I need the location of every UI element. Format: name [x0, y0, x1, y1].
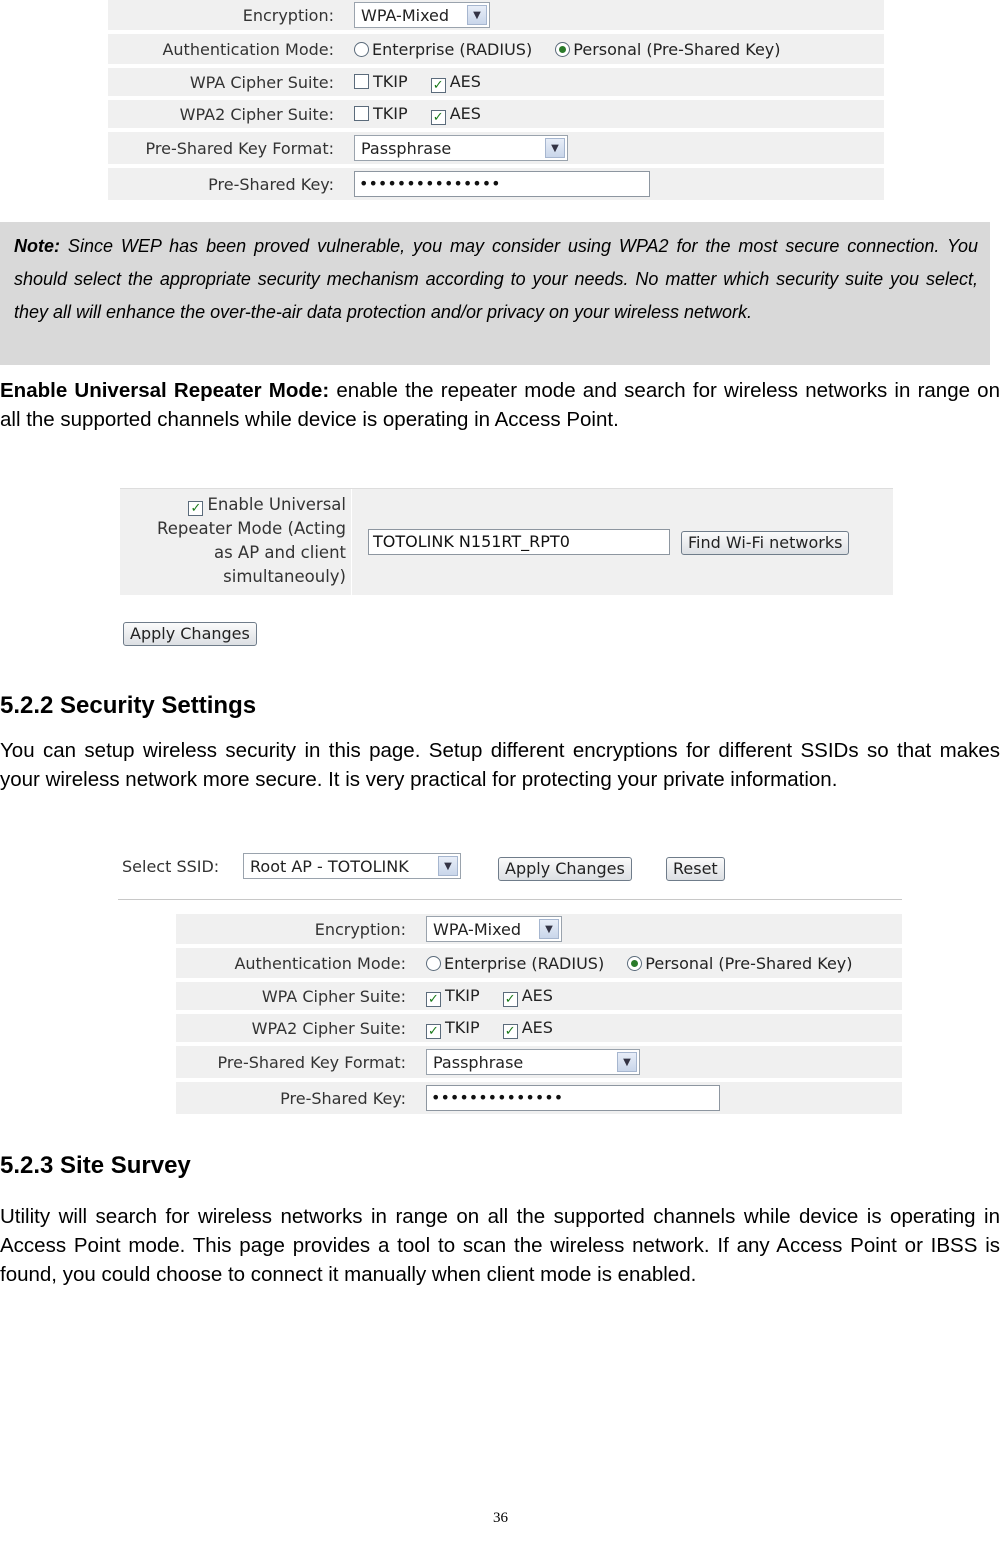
- wpa2-cipher-label: WPA2 Cipher Suite:: [108, 100, 348, 128]
- select-ssid-label: Select SSID:: [122, 857, 220, 876]
- note-text: Since WEP has been proved vulnerable, you may consider using WPA2 for the most secure connection. You should select the appropriate security mechanism according to your needs. No matter which security suite you select, they all will enhance the over-the-air data protection and/or privacy on your wireless network.: [14, 236, 978, 322]
- security-reset-button[interactable]: Reset: [666, 857, 725, 881]
- auth-personal-option[interactable]: Personal (Pre-Shared Key): [555, 40, 780, 59]
- psk-format-select[interactable]: Passphrase ▼: [354, 135, 568, 161]
- psk-label: Pre-Shared Key:: [108, 168, 348, 200]
- sec-wpa2-cipher-label: WPA2 Cipher Suite:: [176, 1014, 420, 1042]
- note-box: [0, 222, 990, 365]
- repeater-label: ✓ Enable Universal Repeater Mode (Acting as AP and client simultaneouly): [157, 495, 346, 586]
- select-ssid-dropdown[interactable]: Root AP - TOTOLINK ▼: [243, 853, 461, 879]
- encryption-label: Encryption:: [108, 0, 348, 30]
- chevron-down-icon: ▼: [617, 1052, 637, 1072]
- sec-psk-format-select[interactable]: Passphrase ▼: [426, 1049, 640, 1075]
- site-survey-paragraph: Utility will search for wireless networks in range on all the supported channels while device is operating in Access Point mode. This page provides a tool to scan the wireless network. If any Access Point or IBSS is found, you could choose to connect it manually when client mode is enabled.: [0, 1205, 1000, 1286]
- checkbox-icon[interactable]: [354, 106, 369, 121]
- security-form: [118, 852, 902, 1116]
- wpa2-tkip-checkbox[interactable]: TKIP: [354, 104, 408, 123]
- sec-encryption-select[interactable]: WPA-Mixed ▼: [426, 916, 562, 942]
- encryption-select[interactable]: WPA-Mixed ▼: [354, 2, 490, 28]
- checkbox-checked-icon[interactable]: ✓: [431, 110, 446, 125]
- checkbox-checked-icon[interactable]: ✓: [426, 992, 441, 1007]
- auth-enterprise-option[interactable]: Enterprise (RADIUS): [354, 40, 532, 59]
- psk-format-label: Pre-Shared Key Format:: [108, 132, 348, 164]
- repeater-ssid-input[interactable]: TOTOLINK N151RT_RPT0: [368, 529, 670, 555]
- chevron-down-icon: ▼: [539, 919, 559, 939]
- sec-psk-input[interactable]: ••••••••••••••: [426, 1085, 720, 1111]
- wpa-aes-checkbox[interactable]: ✓ AES: [431, 72, 481, 91]
- find-wifi-button[interactable]: Find Wi-Fi networks: [681, 531, 849, 555]
- repeater-apply-button[interactable]: Apply Changes: [123, 622, 257, 646]
- security-heading: 5.2.2 Security Settings: [0, 692, 257, 719]
- checkbox-icon[interactable]: [354, 74, 369, 89]
- sec-wpa-tkip-checkbox[interactable]: ✓ TKIP: [426, 986, 480, 1005]
- sec-wpa2-aes-checkbox[interactable]: ✓ AES: [503, 1018, 553, 1037]
- chevron-down-icon: ▼: [438, 856, 458, 876]
- radio-icon[interactable]: [426, 956, 441, 971]
- security-paragraph: You can setup wireless security in this page. Setup different encryptions for different SSIDs so that makes your wireless network more secure. It is very practical for protecting your private information.: [0, 739, 1000, 791]
- checkbox-checked-icon[interactable]: ✓: [503, 992, 518, 1007]
- auth-mode-label: Authentication Mode:: [108, 34, 348, 64]
- repeater-paragraph: [0, 376, 1000, 434]
- sec-auth-mode-label: Authentication Mode:: [176, 948, 420, 978]
- checkbox-checked-icon[interactable]: ✓: [426, 1024, 441, 1039]
- sec-encryption-label: Encryption:: [176, 914, 420, 944]
- sec-auth-enterprise-option[interactable]: Enterprise (RADIUS): [426, 954, 604, 973]
- site-survey-heading: 5.2.3 Site Survey: [0, 1152, 191, 1179]
- sec-psk-format-label: Pre-Shared Key Format:: [176, 1046, 420, 1078]
- chevron-down-icon: ▼: [467, 5, 487, 25]
- sec-auth-personal-option[interactable]: Personal (Pre-Shared Key): [627, 954, 852, 973]
- top-security-form: [108, 0, 884, 204]
- radio-selected-icon[interactable]: [627, 956, 642, 971]
- repeater-form: [120, 488, 893, 595]
- sec-wpa-cipher-label: WPA Cipher Suite:: [176, 982, 420, 1010]
- radio-selected-icon[interactable]: [555, 42, 570, 57]
- radio-icon[interactable]: [354, 42, 369, 57]
- checkbox-checked-icon[interactable]: ✓: [431, 78, 446, 93]
- note-label: Note:: [14, 236, 60, 256]
- security-apply-button[interactable]: Apply Changes: [498, 857, 632, 881]
- repeater-enable-checkbox[interactable]: ✓: [188, 501, 203, 516]
- wpa2-aes-checkbox[interactable]: ✓ AES: [431, 104, 481, 123]
- page-number: 36: [493, 1510, 508, 1526]
- sec-wpa2-tkip-checkbox[interactable]: ✓ TKIP: [426, 1018, 480, 1037]
- sec-wpa-aes-checkbox[interactable]: ✓ AES: [503, 986, 553, 1005]
- psk-input[interactable]: •••••••••••••••: [354, 171, 650, 197]
- checkbox-checked-icon[interactable]: ✓: [503, 1024, 518, 1039]
- wpa-tkip-checkbox[interactable]: TKIP: [354, 72, 408, 91]
- repeater-term: Enable Universal Repeater Mode:: [0, 379, 330, 402]
- wpa-cipher-label: WPA Cipher Suite:: [108, 68, 348, 96]
- chevron-down-icon: ▼: [545, 138, 565, 158]
- sec-psk-label: Pre-Shared Key:: [176, 1082, 420, 1114]
- repeater-description: enable the repeater mode and search for wireless networks in range on all the supported channels while device is operating in Access Point.: [0, 379, 1000, 431]
